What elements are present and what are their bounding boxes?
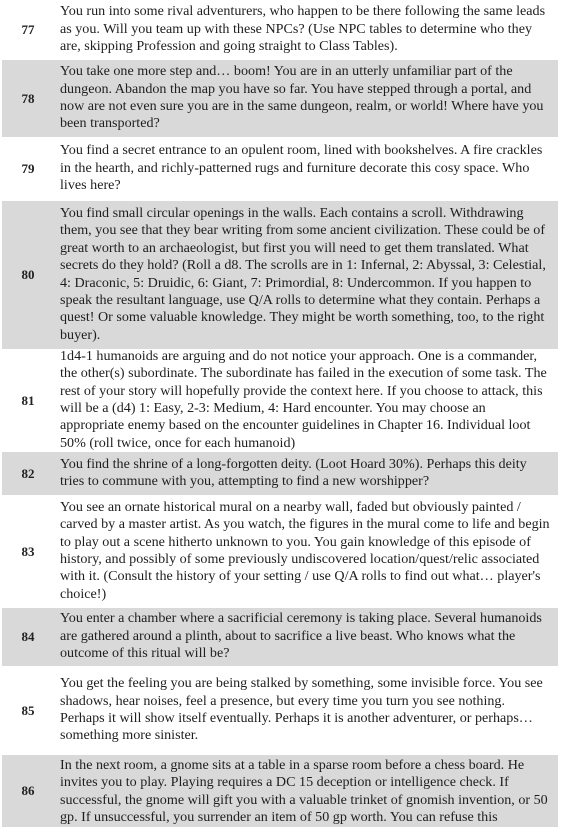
entry-number: 82 — [21, 465, 35, 481]
table-row — [2, 754, 558, 827]
entry-text: 1d4-1 humanoids are arguing and do not notice your approach. One is a commander, the other(s) subordinate. The subordinate has failed in the execution of some task. The rest of your story will hopefully provide the context here. If you choose to attack, this will be a (d4) 1: Easy, 2-3: Medium, 4: Hard encounter. You may choose an appropriate enemy based on the encounter guidelines in Chapter 16. Individual loot 50% (roll twice, once for each humanoid) — [60, 347, 547, 451]
entry-text: You run into some rival adventurers, who happen to be there following the same leads as you. Will you team up with these NPCs? (Use NPC tables to determine who they are, skipping Profession and going straight to Class Tables). — [60, 3, 546, 55]
table-row — [2, 451, 558, 495]
entry-number: 86 — [21, 783, 35, 798]
entry-number: 79 — [21, 161, 35, 176]
table-row — [2, 495, 558, 607]
encounter-table — [2, 0, 558, 827]
entry-number: 83 — [21, 543, 35, 559]
entry-text: You see an ornate historical mural on a nearby wall, faded but obviously painted / carved by a master artist. As you watch, the figures in the mural come to life and begin to play out a scene hitherto unknown to you. You gain knowledge of this episode of history, and possibly of some previously undiscovered location/quest/relic associated with it. (Consult the history of your setting / use Q/A rolls to find out what… player's choice!) — [60, 498, 550, 602]
entry-number: 77 — [21, 22, 35, 37]
table-row — [2, 0, 558, 59]
entry-text: In the next room, a gnome sits at a table in a sparse room before a chess board. He invites you to play. Playing requires a DC 15 deception or intelligence check. If successful, the gnome will gift you with a valuable trinket of gnomish invention, or 50 gp. If unsuccessful, you surrender an item of 50 gp worth. You can refuse this — [60, 757, 548, 826]
entry-number: 80 — [21, 267, 35, 282]
entry-text: You find a secret entrance to an opulent room, lined with bookshelves. A fire crackles in the hearth, and richly-patterned rugs and furniture decorate this cosy space. Who lives here? — [60, 142, 543, 194]
entry-number: 81 — [21, 392, 35, 408]
table-row — [2, 607, 558, 666]
table-row — [2, 349, 558, 451]
entry-text: You take one more step and… boom! You are in an utterly unfamiliar part of the dungeon. Abandon the map you have so far. You have stepped through a portal, and now are not even sure you are in the same dungeon, realm, or world! Where have you been transported? — [60, 63, 544, 132]
entry-number: 78 — [21, 90, 35, 106]
table-row — [2, 59, 558, 137]
entry-number: 85 — [21, 702, 35, 718]
table-row — [2, 200, 558, 349]
entry-text: You find the shrine of a long-forgotten deity. (Loot Hoard 30%). Perhaps this deity tries to commune with you, attempting to find a new worshipper? — [60, 455, 527, 489]
entry-text: You enter a chamber where a sacrificial ceremony is taking place. Several humanoids are gathered around a plinth, about to sacrifice a live beast. Who knows what the outcome of this ritual will be? — [60, 610, 542, 662]
entry-number: 84 — [21, 629, 35, 644]
entry-text: You get the feeling you are being stalked by something, some invisible force. You see shadows, hear noises, feel a presence, but every time you turn you see nothing. Perhaps it will show itself eventually. Perhaps it is another adventurer, or perhaps… something more sinister. — [60, 675, 543, 744]
entry-text: You find small circular openings in the walls. Each contains a scroll. Withdrawing them, you see that they bear writing from some ancient civilization. These could be of great worth to an archaeologist, but first you will need to get them translated. What secrets do they hold? (Roll a d8. The scrolls are in 1: Infernal, 2: Abyssal, 3: Celestial, 4: Draconic, 5: Druidic, 6: Giant, 7: Primordial, 8: Undercommon. If you happen to speak the resultant language, use Q/A rolls to determine what they contain. Perhaps a quest! Or some valuable knowledge. They might be worth something, too, to the right buyer). — [60, 204, 546, 343]
table-row — [2, 666, 558, 754]
table-row — [2, 137, 558, 200]
